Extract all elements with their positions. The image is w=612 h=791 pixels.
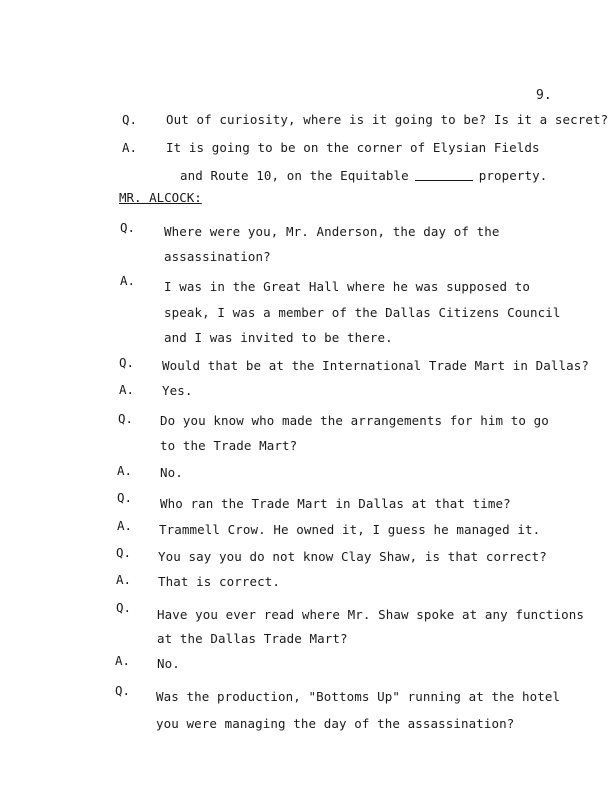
answer-text: I was in the Great Hall where he was supposed to [164, 279, 531, 294]
answer-text: No. [157, 656, 180, 671]
question-text: at the Dallas Trade Mart? [157, 631, 348, 646]
label-a: A. [116, 572, 132, 587]
question-text: you were managing the day of the assassination? [156, 716, 515, 731]
label-q: Q. [119, 355, 135, 370]
page-number: 9. [536, 88, 552, 103]
label-q: Q. [120, 220, 136, 235]
question-text: Was the production, "Bottoms Up" running at the hotel [156, 689, 561, 704]
question-text: Have you ever read where Mr. Shaw spoke at any functions [157, 607, 585, 622]
blank-line [415, 180, 473, 181]
question-text: Out of curiosity, where is it going to be? Is it a secret? [166, 112, 609, 127]
answer-text: It is going to be on the corner of Elysian Fields [166, 140, 540, 155]
label-q: Q. [115, 683, 131, 698]
question-text: to the Trade Mart? [160, 438, 298, 453]
label-q: Q. [116, 545, 132, 560]
question-text: Would that be at the International Trade Mart in Dallas? [162, 358, 590, 373]
answer-text: and I was invited to be there. [164, 330, 393, 345]
question-text: Do you know who made the arrangements for him to go [160, 413, 549, 428]
answer-text: No. [160, 465, 183, 480]
answer-text-part: and Route 10, on the Equitable [180, 168, 409, 183]
answer-text: Yes. [162, 383, 193, 398]
speaker-heading: MR. ALCOCK: [119, 190, 202, 205]
label-a: A. [120, 273, 136, 288]
answer-text: Trammell Crow. He owned it, I guess he managed it. [159, 522, 541, 537]
label-a: A. [115, 653, 131, 668]
label-q: Q. [116, 600, 132, 615]
question-text: Who ran the Trade Mart in Dallas at that time? [160, 496, 511, 511]
answer-text-part: property. [478, 168, 548, 183]
question-text: assassination? [164, 249, 271, 264]
label-q: Q. [118, 411, 134, 426]
question-text: Where were you, Mr. Anderson, the day of the [164, 224, 500, 239]
label-a: A. [117, 463, 133, 478]
label-a: A. [117, 518, 133, 533]
answer-text [180, 168, 547, 183]
answer-text: speak, I was a member of the Dallas Citizens Council [164, 305, 561, 320]
label-a: A. [122, 140, 138, 155]
label-a: A. [119, 382, 135, 397]
label-q: Q. [117, 490, 133, 505]
label-q: Q. [122, 112, 138, 127]
question-text: You say you do not know Clay Shaw, is that correct? [158, 549, 547, 564]
answer-text: That is correct. [158, 574, 281, 589]
